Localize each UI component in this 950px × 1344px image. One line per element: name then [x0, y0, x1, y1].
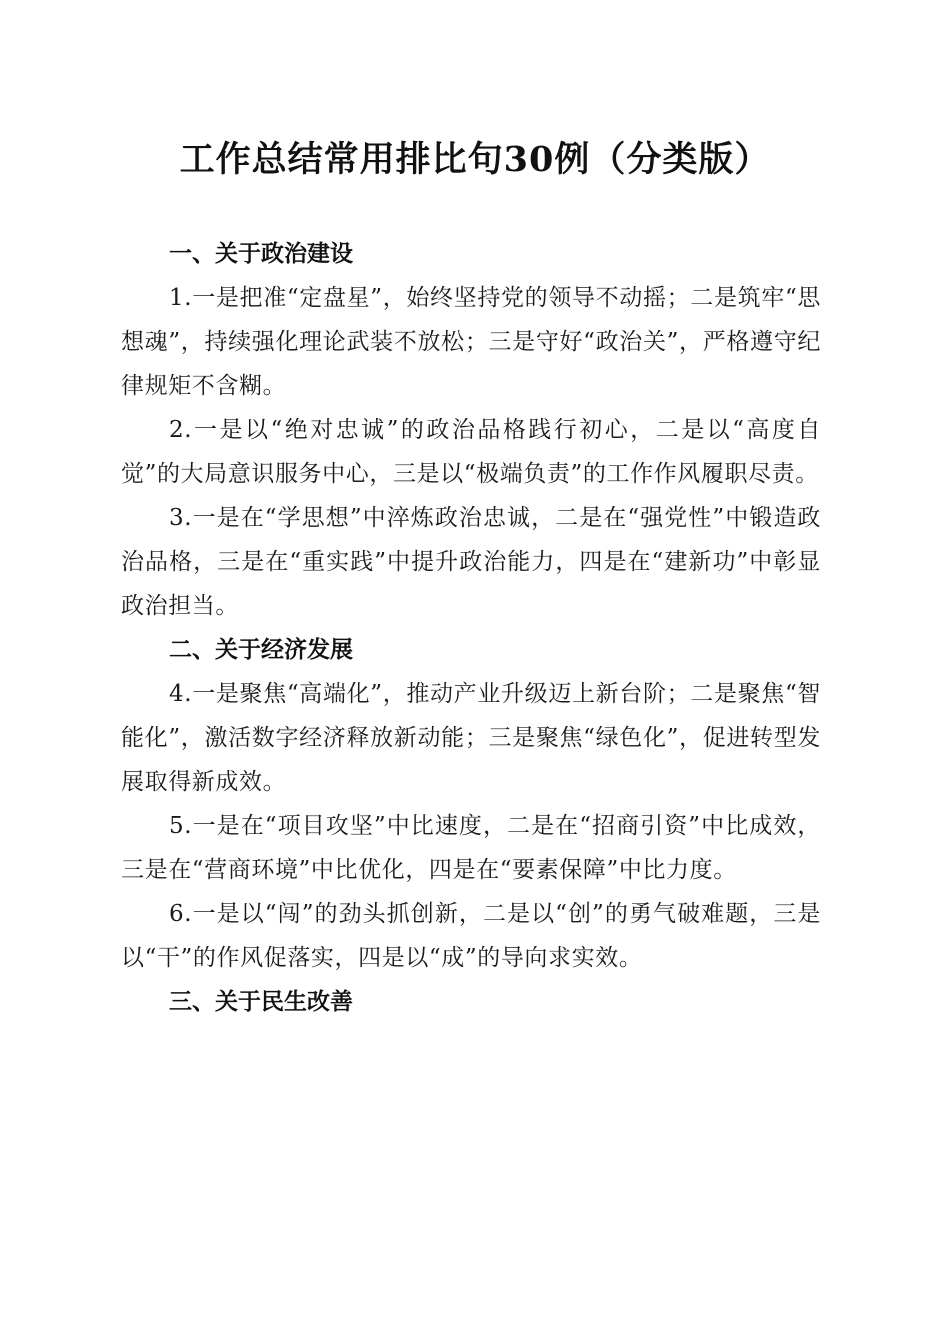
paragraph-1: 1.一是把准“定盘星”，始终坚持党的领导不动摇；二是筑牢“思想魂”，持续强化理论武装不放松；三是守好“政治关”，严格遵守纪律规矩不含糊。: [121, 285, 821, 399]
section-heading-livelihood: 三、关于民生改善: [169, 989, 353, 1015]
paragraph-4: 4.一是聚焦“高端化”，推动产业升级迈上新台阶；二是聚焦“智能化”，激活数字经济释放新动能；三是聚焦“绿色化”，促进转型发展取得新成效。: [121, 681, 821, 795]
section-heading-politics: 一、关于政治建设: [169, 241, 353, 267]
page-title: 工作总结常用排比句30例（分类版）: [179, 139, 771, 180]
paragraph-6: 6.一是以“闯”的劲头抓创新，二是以“创”的勇气破难题，三是以“干”的作风促落实，四是以“成”的导向求实效。: [121, 901, 821, 971]
section-heading-economy: 二、关于经济发展: [169, 637, 353, 663]
paragraph-3: 3.一是在“学思想”中淬炼政治忠诚，二是在“强党性”中锻造政治品格，三是在“重实践”中提升政治能力，四是在“建新功”中彰显政治担当。: [121, 505, 821, 619]
paragraph-2: 2.一是以“绝对忠诚”的政治品格践行初心，二是以“高度自觉”的大局意识服务中心，三是以“极端负责”的工作作风履职尽责。: [121, 417, 821, 487]
document-body: [121, 232, 821, 1024]
paragraph-5: 5.一是在“项目攻坚”中比速度，二是在“招商引资”中比成效，三是在“营商环境”中比优化，四是在“要素保障”中比力度。: [121, 813, 821, 883]
